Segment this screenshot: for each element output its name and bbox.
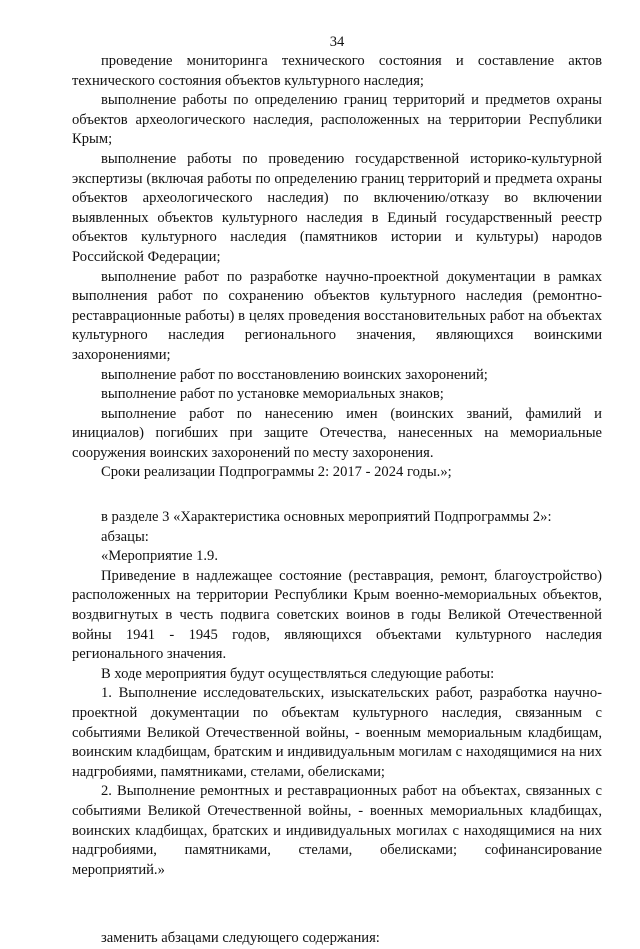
paragraph: выполнение работ по установке мемориальных знаков; bbox=[101, 386, 444, 403]
paragraph: выполнение работ по восстановлению воинских захоронений; bbox=[101, 366, 488, 383]
paragraph: выполнение работ по разработке научно-проектной документации в рамках выполнения работ по сохранению объектов культурного наследия (ремонтно-реставрационные работы) в целях проведения восстановительных работ на объектах культурного наследия регионального значения, являющихся воинскими захоронениями; bbox=[72, 268, 602, 363]
measure-title: «Мероприятие 1.9. bbox=[101, 548, 218, 565]
abzacy-label: абзацы: bbox=[101, 528, 149, 545]
measure-paragraph: 1. Выполнение исследовательских, изыскательских работ, разработка научно-проектной документации по объектам культурного наследия, связанным с событиями Великой Отечественной войны, - военным мемориальным кладбищам, воинским кладбищам, братским и индивидуальным могилам с находящимися на них надгробиями, памятниками, стелами, обелисками; bbox=[72, 685, 602, 780]
document-body bbox=[72, 52, 602, 949]
paragraph: выполнение работы по проведению государственной историко-культурной экспертизы (включая работы по определению границ территорий и предмета охраны объектов археологического наследия) по включению/отказу во включении выявленных объектов культурного наследия в Единый государственный реестр объектов культурного наследия (памятников истории и культуры) народов Российской Федерации; bbox=[72, 150, 602, 265]
measure-paragraph: В ходе мероприятия будут осуществляться следующие работы: bbox=[101, 665, 495, 682]
closing-line: заменить абзацами следующего содержания: bbox=[101, 930, 380, 947]
section-intro: в разделе 3 «Характеристика основных мероприятий Подпрограммы 2»: bbox=[101, 509, 552, 526]
paragraph: выполнение работы по определению границ территорий и предметов охраны объектов археологического наследия, расположенных на территории Республики Крым; bbox=[72, 92, 602, 148]
page-number: 34 bbox=[329, 34, 345, 50]
paragraph: Сроки реализации Подпрограммы 2: 2017 - 2024 годы.»; bbox=[101, 464, 452, 481]
measure-paragraph: 2. Выполнение ремонтных и реставрационных работ на объектах, связанных с событиями Великой Отечественной войны, - военных мемориальных кладбищах, воинских кладбищах, братских и индивидуальных могилах с находящимися на них надгробиями, памятниками, стелами, обелисками; софинансирование мероприятий.» bbox=[72, 783, 602, 878]
paragraph: выполнение работ по нанесению имен (воинских званий, фамилий и инициалов) погибших при защите Отечества, нанесенных на мемориальные сооружения воинских захоронений по месту захоронения. bbox=[72, 405, 602, 461]
paragraph: проведение мониторинга технического состояния и составление актов технического состояния объектов культурного наследия; bbox=[72, 53, 602, 89]
measure-paragraph: Приведение в надлежащее состояние (реставрация, ремонт, благоустройство) расположенных на территории Республики Крым военно-мемориальных объектов, воздвигнутых в честь подвига советских воинов в годы Великой Отечественной войны 1941 - 1945 годов, являющихся объектами культурного наследия регионального значения. bbox=[72, 567, 602, 663]
